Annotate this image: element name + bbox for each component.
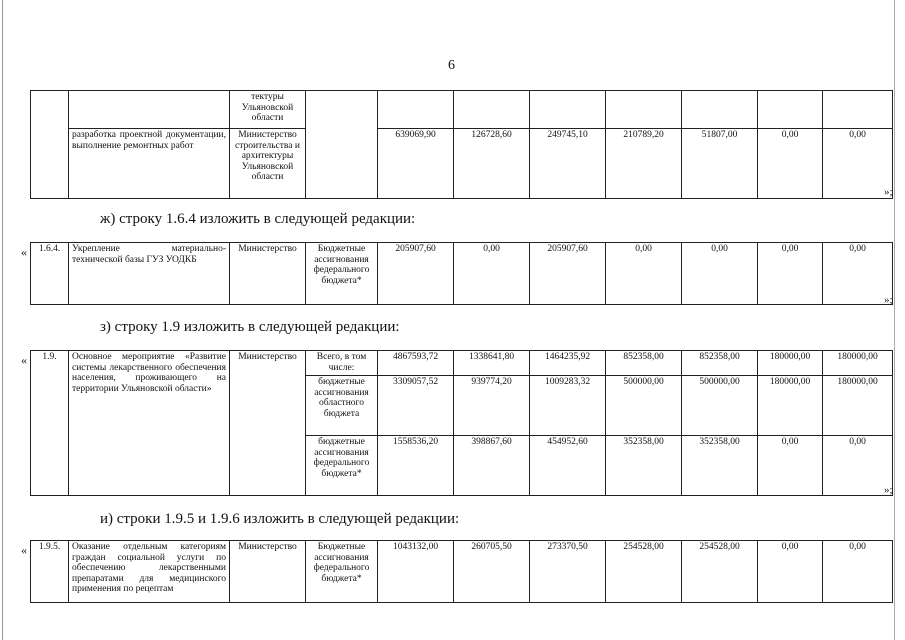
heading-i: и) строки 1.9.5 и 1.9.6 изложить в следующей редакции: [100,511,460,527]
source-cell: бюджетные ассигнования областного бюджета [306,376,378,436]
table-cell [454,91,530,129]
value-cell: 3309057,52 [378,376,454,436]
value-cell: 180000,00 [823,376,893,436]
table-cell [758,91,823,129]
value-cell: 0,00 [823,129,893,199]
name-cell: Оказание отдельным категориям граждан социальной услуги по обеспечению лекарственными препаратами для медицинского применения по рецептам [69,541,230,603]
value-cell: 205907,60 [530,243,606,305]
table-row [31,541,893,603]
value-cell: 0,00 [823,436,893,496]
value-cell: 0,00 [758,436,823,496]
value-cell: 852358,00 [606,351,682,376]
row-number-cell: 1.9.5. [31,541,69,603]
value-cell: 939774,20 [454,376,530,436]
value-cell: 180000,00 [823,351,893,376]
value-cell: 0,00 [758,129,823,199]
value-cell: 249745,10 [530,129,606,199]
value-cell: 1558536,20 [378,436,454,496]
page-number: 6 [448,58,455,73]
value-cell: 1338641,80 [454,351,530,376]
source-cell: Всего, в том числе: [306,351,378,376]
value-cell: 210789,20 [606,129,682,199]
value-cell: 500000,00 [606,376,682,436]
value-cell: 1043132,00 [378,541,454,603]
value-cell: 254528,00 [682,541,758,603]
open-quote: « [21,245,27,259]
value-cell: 639069,90 [378,129,454,199]
table-row-1-9-5 [30,540,893,603]
closing-quote: »; [884,186,893,198]
value-cell: 180000,00 [758,351,823,376]
value-cell: 180000,00 [758,376,823,436]
value-cell: 254528,00 [606,541,682,603]
source-cell: Бюджетные ассигнования федерального бюджета* [306,541,378,603]
row-number-cell: 1.9. [31,351,69,496]
value-cell: 0,00 [606,243,682,305]
responsible-cell: Министерство [230,541,306,603]
value-cell: 352358,00 [682,436,758,496]
open-quote: « [21,353,27,367]
table-cell [31,91,69,199]
table-row [31,243,893,305]
table-row-1-6-4 [30,242,893,305]
table-row [31,129,893,199]
value-cell: 454952,60 [530,436,606,496]
table-cell [306,91,378,199]
value-cell: 398867,60 [454,436,530,496]
open-quote: « [21,543,27,557]
table-cell [530,91,606,129]
value-cell: 51807,00 [682,129,758,199]
value-cell: 0,00 [823,243,893,305]
value-cell: 1009283,32 [530,376,606,436]
scan-left-edge [2,0,3,640]
value-cell: 352358,00 [606,436,682,496]
value-cell: 4867593,72 [378,351,454,376]
heading-zh: ж) строку 1.6.4 изложить в следующей редакции: [100,211,416,227]
value-cell: 1464235,92 [530,351,606,376]
value-cell: 0,00 [823,541,893,603]
name-cell: Основное мероприятие «Развитие системы лекарственного обеспечения населения, проживающего на территории Ульяновской области» [69,351,230,496]
closing-quote: »; [884,294,893,306]
value-cell: 852358,00 [682,351,758,376]
value-cell: 0,00 [454,243,530,305]
responsible-cell: Министерство [230,351,306,496]
name-cell: Укрепление материально-технической базы ГУЗ УОДКБ [69,243,230,305]
table-cell [682,91,758,129]
responsible-cell: Министерство строительства и архитектуры Ульяновской области [230,129,306,199]
responsible-cell: Министерство [230,243,306,305]
table-row [31,91,893,129]
table-row-1-9 [30,350,893,496]
responsible-cell: тектуры Ульяновской области [230,91,306,129]
table-cell [823,91,893,129]
row-number-cell: 1.6.4. [31,243,69,305]
value-cell: 0,00 [682,243,758,305]
value-cell: 273370,50 [530,541,606,603]
table-cell [606,91,682,129]
table-cell [378,91,454,129]
source-cell: Бюджетные ассигнования федерального бюджета* [306,243,378,305]
value-cell: 126728,60 [454,129,530,199]
scan-right-edge [894,0,895,640]
source-cell: бюджетные ассигнования федерального бюджета* [306,436,378,496]
closing-quote: »; [884,484,893,496]
value-cell: 0,00 [758,243,823,305]
name-cell: разработка проектной документации, выполнение ремонтных работ [69,129,230,199]
value-cell: 260705,50 [454,541,530,603]
value-cell: 500000,00 [682,376,758,436]
heading-z: з) строку 1.9 изложить в следующей редакции: [100,319,400,335]
value-cell: 0,00 [758,541,823,603]
table-cell [69,91,230,129]
table-row [31,351,893,376]
table-top-continuation [30,90,893,199]
value-cell: 205907,60 [378,243,454,305]
